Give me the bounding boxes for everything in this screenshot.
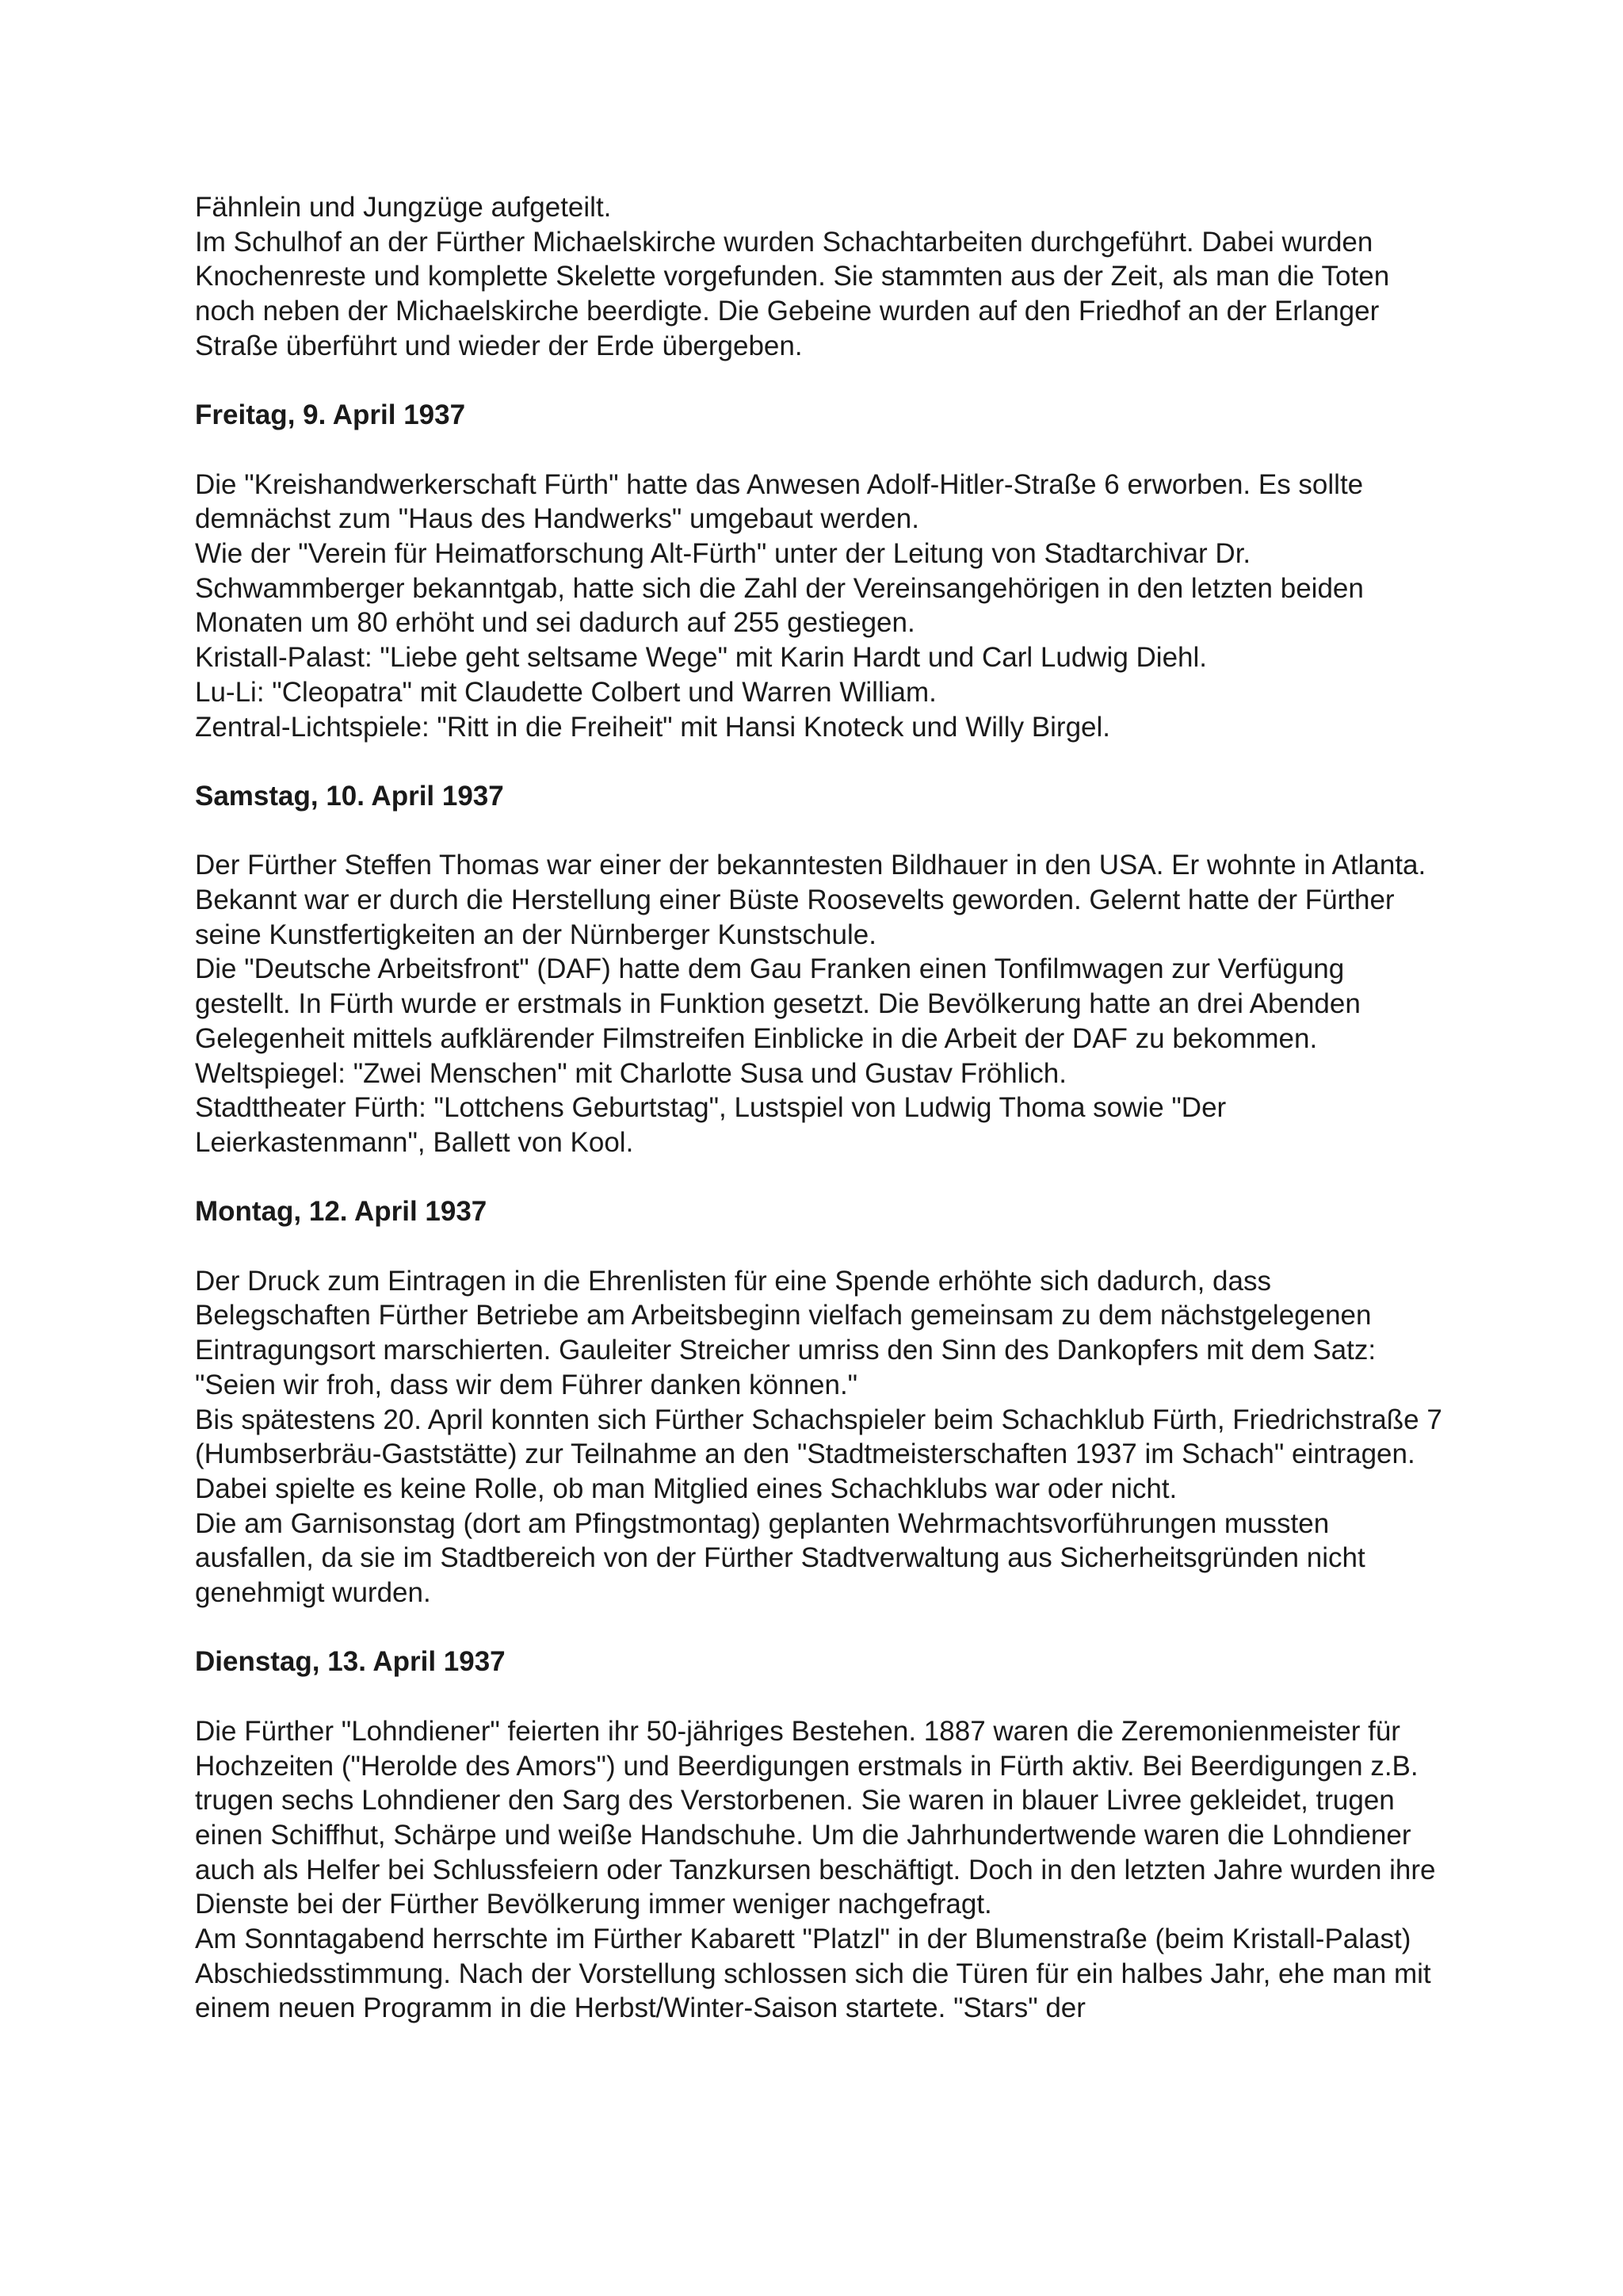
spacer (195, 744, 1447, 779)
entry-3 (195, 779, 1447, 1160)
spacer (195, 1160, 1447, 1195)
paragraph: Am Sonntagabend herrschte im Fürther Kabarett "Platzl" in der Blumenstraße (beim Kristall-Palast) Abschiedsstimmung. Nach der Vorstellung schlossen sich die Türen für ein halbes Jahr, ehe man mit einem neuen Programm in die Herbst/Winter-Saison startete. "Stars" der (195, 1924, 1431, 2024)
paragraph: Kristall-Palast: "Liebe geht seltsame Wege" mit Karin Hardt und Carl Ludwig Diehl. (195, 642, 1208, 674)
paragraph: Fähnlein und Jungzüge aufgeteilt. (195, 192, 612, 223)
document-page (195, 190, 1447, 2026)
paragraph: Der Druck zum Eintragen in die Ehrenlisten für eine Spende erhöhte sich dadurch, dass Belegschaften Fürther Betriebe am Arbeitsbeginn vielfach gemeinsam zu dem nächstgelegenen Eintragungsort marschierten. Gauleiter Streicher umriss den Sinn des Dankopfers mit dem Satz: "Seien wir froh, dass wir dem Führer danken können." (195, 1265, 1377, 1400)
spacer (195, 1610, 1447, 1645)
entry-body (195, 1264, 1447, 1610)
date-heading: Dienstag, 13. April 1937 (195, 1646, 506, 1678)
entry-5 (195, 1645, 1447, 2026)
spacer (195, 1679, 1447, 1714)
paragraph: Bis spätestens 20. April konnten sich Fürther Schachspieler beim Schachklub Fürth, Friedrichstraße 7 (Humbserbräu-Gaststätte) zur Teilnahme an den "Stadtmeisterschaften 1937 im Schach" eintragen. Dabei spielte es keine Rolle, ob man Mitglied eines Schachklubs war oder nicht. (195, 1404, 1442, 1504)
entry-body (195, 468, 1447, 745)
paragraph: Weltspiegel: "Zwei Menschen" mit Charlotte Susa und Gustav Fröhlich. (195, 1057, 1067, 1089)
spacer (195, 364, 1447, 399)
spacer (195, 1229, 1447, 1264)
intro-block (195, 190, 1447, 364)
paragraph: Der Fürther Steffen Thomas war einer der bekanntesten Bildhauer in den USA. Er wohnte in Atlanta. Bekannt war er durch die Herstellung einer Büste Roosevelts geworden. Gelernt hatte der Fürther seine Kunstfertigkeiten an der Nürnberger Kunstschule. (195, 850, 1426, 950)
date-heading: Samstag, 10. April 1937 (195, 780, 504, 812)
date-heading: Montag, 12. April 1937 (195, 1196, 487, 1228)
entry-2 (195, 398, 1447, 744)
spacer (195, 814, 1447, 849)
paragraph: Die "Deutsche Arbeitsfront" (DAF) hatte dem Gau Franken einen Tonfilmwagen zur Verfügung gestellt. In Fürth wurde er erstmals in Funktion gesetzt. Die Bevölkerung hatte an drei Abenden Gelegenheit mittels aufklärender Filmstreifen Einblicke in die Arbeit der DAF zu bekommen. (195, 953, 1361, 1054)
date-heading: Freitag, 9. April 1937 (195, 399, 466, 431)
entry-4 (195, 1194, 1447, 1610)
paragraph: Die Fürther "Lohndiener" feierten ihr 50-jähriges Bestehen. 1887 waren die Zeremonienmeister für Hochzeiten ("Herolde des Amors") und Beerdigungen erstmals in Fürth aktiv. Bei Beerdigungen z.B. trugen sechs Lohndiener den Sarg des Verstorbenen. Sie waren in blauer Livree gekleidet, trugen einen Schiffhut, Schärpe und weiße Handschuhe. Um die Jahrhundertwende waren die Lohndiener auch als Helfer bei Schlussfeiern oder Tanzkursen beschäftigt. Doch in den letzten Jahre wurden ihre Dienste bei der Fürther Bevölkerung immer weniger nachgefragt. (195, 1715, 1436, 1920)
paragraph: Die am Garnisonstag (dort am Pfingstmontag) geplanten Wehrmachtsvorführungen mussten ausfallen, da sie im Stadtbereich von der Fürther Stadtverwaltung aus Sicherheitsgründen nicht genehmigt wurden. (195, 1507, 1365, 1609)
paragraph: Lu-Li: "Cleopatra" mit Claudette Colbert und Warren William. (195, 676, 937, 708)
paragraph: Zentral-Lichtspiele: "Ritt in die Freiheit" mit Hansi Knoteck und Willy Birgel. (195, 711, 1110, 743)
paragraph: Wie der "Verein für Heimatforschung Alt-Fürth" unter der Leitung von Stadtarchivar Dr. Schwammberger bekanntgab, hatte sich die Zahl der Vereinsangehörigen in den letzten beiden Monaten um 80 erhöht und sei dadurch auf 255 gestiegen. (195, 538, 1364, 639)
entry-body (195, 1714, 1447, 2026)
paragraph: Stadttheater Fürth: "Lottchens Geburtstag", Lustspiel von Ludwig Thoma sowie "Der Leierkastenmann", Ballett von Kool. (195, 1092, 1227, 1158)
paragraph: Im Schulhof an der Fürther Michaelskirche wurden Schachtarbeiten durchgeführt. Dabei wurden Knochenreste und komplette Skelette vorgefunden. Sie stammten aus der Zeit, als man die Toten noch neben der Michaelskirche beerdigte. Die Gebeine wurden auf den Friedhof an der Erlanger Straße überführt und wieder der Erde übergeben. (195, 226, 1390, 361)
paragraph: Die "Kreishandwerkerschaft Fürth" hatte das Anwesen Adolf-Hitler-Straße 6 erworben. Es sollte demnächst zum "Haus des Handwerks" umgebaut werden. (195, 468, 1364, 535)
spacer (195, 433, 1447, 468)
entry-body (195, 848, 1447, 1159)
